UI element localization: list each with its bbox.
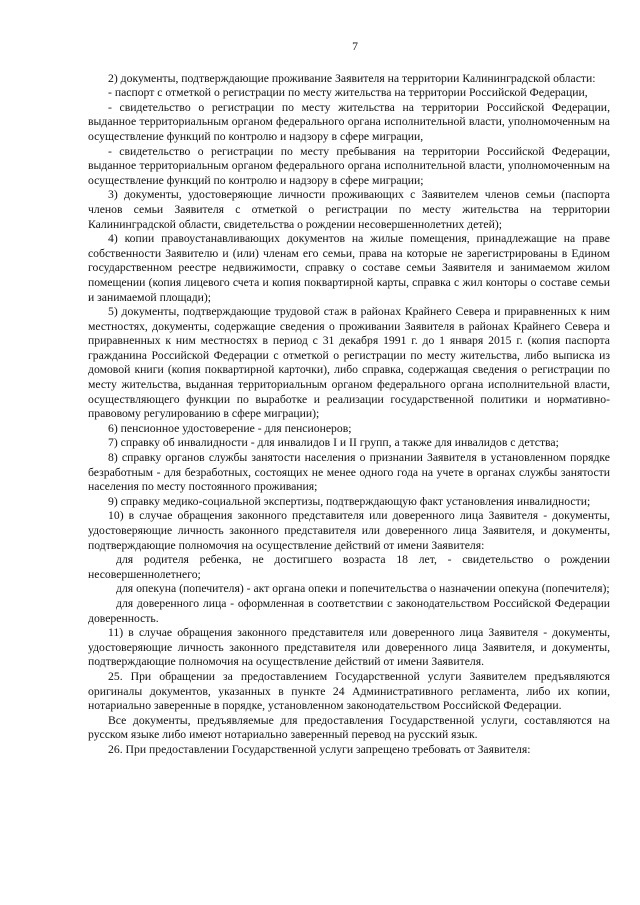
- paragraph-7: 7) справку об инвалидности - для инвалидов I и II групп, а также для инвалидов с детства;: [108, 436, 559, 450]
- paragraph-2: 2) документы, подтверждающие проживание Заявителя на территории Калининградской области:: [108, 71, 596, 85]
- paragraph-passport: - паспорт с отметкой о регистрации по месту жительства на территории Российской Федерации,: [108, 86, 588, 100]
- paragraph-26: 26. При предоставлении Государственной услуги запрещено требовать от Заявителя:: [108, 742, 531, 756]
- paragraph-10: 10) в случае обращения законного представителя или доверенного лица Заявителя - документы, удостоверяющие личность законного представителя или доверенного лица Заявителя, и документы, подтверждающие полномочия на осуществление действий от имени Заявителя:: [88, 509, 610, 552]
- paragraph-25: 25. При обращении за предоставлением Государственной услуги Заявителем предъявляются оригиналы документов, указанных в пункте 24 Административного регламента, либо их копии, нотариально заверенные в порядке, установленном законодательством Российской Федерации.: [88, 669, 610, 713]
- paragraph-6: 6) пенсионное удостоверение - для пенсионеров;: [108, 421, 352, 435]
- paragraph-4: 4) копии правоустанавливающих документов на жилые помещения, принадлежащие на праве собственности Заявителю и (или) членам его семьи, права на которые не зарегистрированы в Едином государственном реестре недвижимости, справку о составе семьи Заявителя и занимаемом жилом помещении (копия лицевого счета и копия поквартирной карты, справка с жил конторы о составе семьи и занимаемой площади);: [88, 232, 610, 304]
- paragraph-25-language: Все документы, предъявляемые для предоставления Государственной услуги, составляются на русском языке либо имеют нотариально заверенный перевод на русский язык.: [88, 713, 610, 742]
- paragraph-5: 5) документы, подтверждающие трудовой стаж в районах Крайнего Севера и приравненных к ним местностях, документы, содержащие сведения о проживании Заявителя в районах Крайнего Севера и приравненных к ним местностях в период с 31 декабря 1991 г. до 1 января 2015 г. (копия паспорта гражданина Российской Федерации с отметкой о регистрации по месту жительства, либо выписка из домовой книги (копия поквартирной карточки), либо справка, содержащая сведения о регистрации по месту жительства, выданная территориальным органом федерального органа исполнительной власти, осуществляющего функции по выработке и реализации государственной политики и нормативно-правовому регулированию в сфере миграции);: [88, 305, 610, 421]
- paragraph-registration-residence: - свидетельство о регистрации по месту жительства на территории Российской Федерации, выданное территориальным органом федерального органа исполнительной власти, уполномоченным на осуществление функций по контролю и надзору в сфере миграции,: [88, 100, 610, 143]
- paragraph-trustee: для доверенного лица - оформленная в соответствии с законодательством Российской Федерации доверенность.: [88, 596, 610, 625]
- paragraph-11: 11) в случае обращения законного представителя или доверенного лица Заявителя - документы, удостоверяющие личность законного представителя или доверенного лица Заявителя, и документы, подтверждающие полномочия на осуществление действий от имени Заявителя.: [88, 626, 610, 669]
- paragraph-9: 9) справку медико-социальной экспертизы, подтверждающую факт установления инвалидности;: [108, 494, 591, 508]
- paragraph-guardian: для опекуна (попечителя) - акт органа опеки и попечительства о назначении опекуна (попечителя);: [116, 582, 610, 596]
- paragraph-parent: для родителя ребенка, не достигшего возраста 18 лет, - свидетельство о рождении несовершеннолетнего;: [88, 553, 610, 581]
- paragraph-8: 8) справку органов службы занятости населения о признании Заявителя в установленном порядке безработным - для безработных, состоящих не менее одного года на учете в органах службы занятости населения по месту постоянного проживания;: [88, 451, 610, 494]
- page-number: 7: [352, 40, 358, 53]
- paragraph-registration-stay: - свидетельство о регистрации по месту пребывания на территории Российской Федерации, выданное территориальным органом федерального органа исполнительной власти, уполномоченным на осуществление функций по контролю и надзору в сфере миграции;: [88, 144, 610, 187]
- paragraph-3: 3) документы, удостоверяющие личности проживающих с Заявителем членов семьи (паспорта членов семьи Заявителя с отметкой о регистрации по месту жительства на территории Калининградской области, свидетельства о рождении несовершеннолетних детей);: [88, 188, 610, 231]
